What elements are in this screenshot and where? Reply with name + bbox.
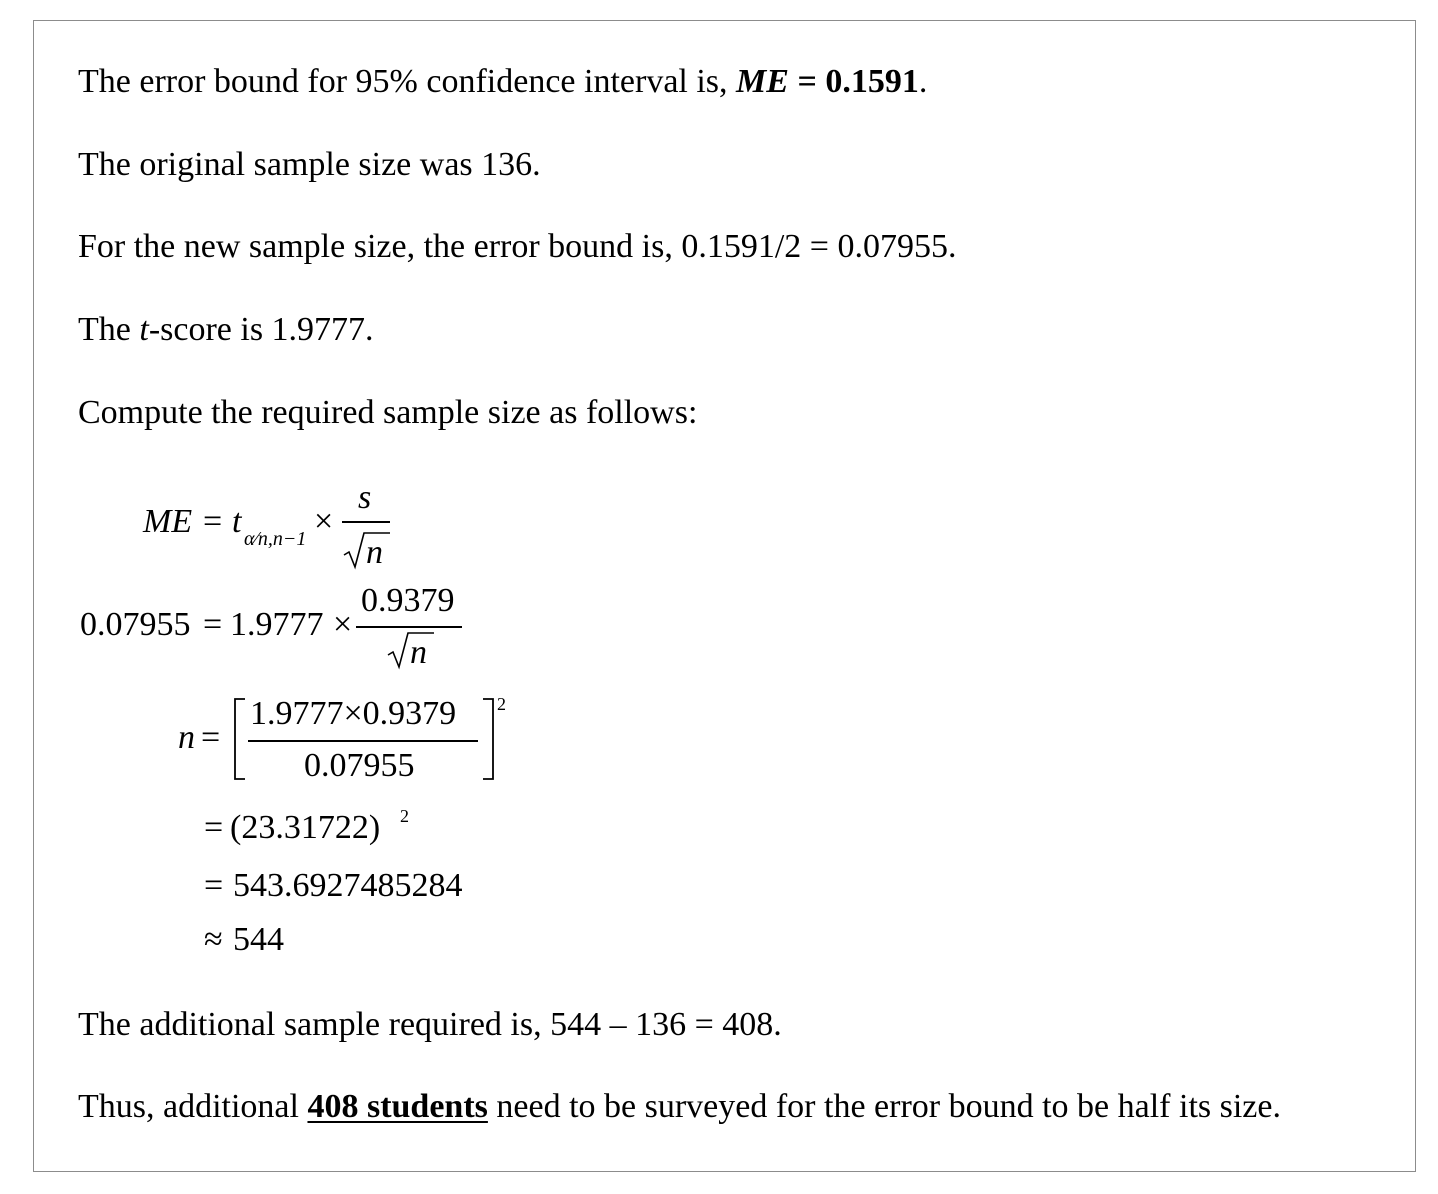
fraction-bar [356,626,462,628]
error-bound-line: The error bound for 95% confidence interval is, ME = 0.1591. [78,63,928,100]
t-subscript: α⁄n,n−1 [244,528,307,550]
fraction-bar [342,521,390,523]
additional-sample-line: The additional sample required is, 544 – 136 = 408. [78,1006,782,1043]
me-symbol: ME [736,63,789,100]
compute-intro-line: Compute the required sample size as follows: [78,394,698,431]
answer-highlight: 408 students [307,1088,488,1125]
t-score-line: The t-score is 1.9777. [78,311,374,348]
me-value: = 0.1591 [788,63,919,100]
conclusion-line: Thus, additional 408 students need to be surveyed for the error bound to be half its size. [78,1088,1281,1125]
new-error-bound-line: For the new sample size, the error bound is, 0.1591/2 = 0.07955. [78,228,957,265]
original-sample-line: The original sample size was 136. [78,146,541,183]
document-frame [33,20,1416,1172]
fraction-bar [248,740,478,742]
